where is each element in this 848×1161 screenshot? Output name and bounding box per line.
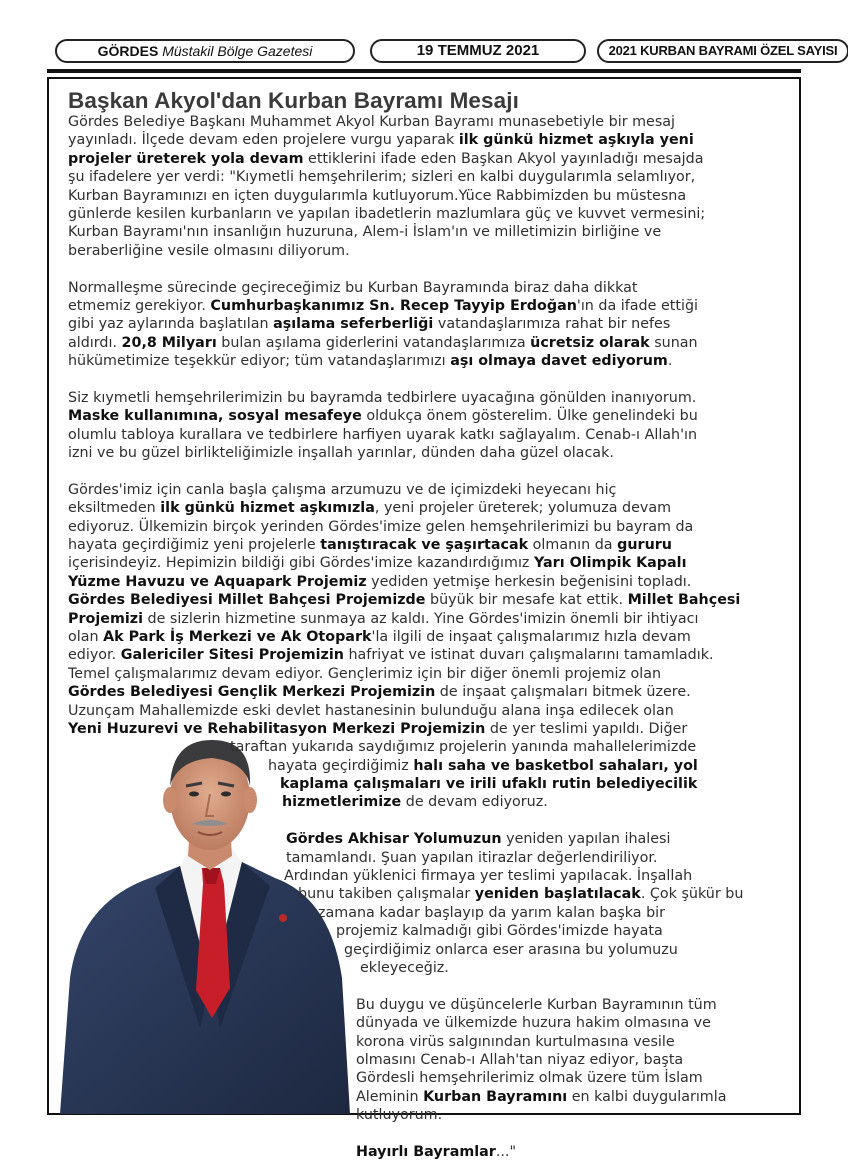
article-line [68,683,788,701]
text-run: ekleyeceğiz. [360,959,449,976]
bold-phrase: Yeni Huzurevi ve Rehabilitasyon Merkezi Projemizin [68,720,486,737]
masthead [47,36,838,72]
article-line [68,830,788,848]
article-line [68,223,788,241]
article-line [68,1088,788,1106]
bold-phrase: Ak Park İş Merkezi ve Ak Otopark [103,628,372,645]
text-run: en kalbi duygularımla [567,1088,727,1105]
article-line [68,628,788,646]
article-line [68,407,788,425]
article-line [68,757,788,775]
text-run: aldırdı. [68,334,122,351]
paragraph-gap [68,977,788,995]
bold-phrase: hizmetlerimize [282,794,402,811]
article-line [68,242,788,260]
article-line [68,426,788,444]
article-line [68,1106,788,1124]
bold-phrase: aşı olmaya davet ediyorum [450,353,668,370]
article-line [68,885,788,903]
article-line [68,1143,788,1161]
text-run: olumlu tabloya kurallara ve tedbirlere harfiyen uyarak katkı sağlayalım. Cenab-ı Allah'ın [68,426,698,443]
text-run: Kurban Bayramı'nın insanlığın huzuruna, Alem-i İslam'ın ve milletimizin birliğine ve [68,224,662,241]
article-line [68,738,788,756]
text-run: izni ve bu güzel birlikteliğimizle inşallah yarınlar, dünden daha güzel olacak. [68,445,614,462]
article-line [68,591,788,609]
article-line [68,536,788,554]
text-run: zamana kadar başlayıp da yarım kalan başka bir [318,904,666,921]
article-line [68,297,788,315]
edition-label: 2021 KURBAN BAYRAMI ÖZEL SAYISI [597,39,848,63]
publication-name-pill [55,39,355,63]
text-run: Bu duygu ve düşüncelerle Kurban Bayramının tüm [356,996,717,1013]
article-line [68,113,788,131]
paragraph-gap [68,1124,788,1142]
text-run: tamamlandı. Şuan yapılan itirazlar değerlendiriliyor. [286,849,658,866]
text-run: Temel çalışmalarımız devam ediyor. Gençlerimiz için bir diğer önemli projemiz olan [68,665,662,682]
article-line [68,1033,788,1051]
article-line [68,481,788,499]
text-run: büyük bir mesafe kat ettik. [425,592,628,609]
text-run: Gördes Belediye Başkanı Muhammet Akyol Kurban Bayramı munasebetiyle bir mesaj [68,114,676,130]
bold-phrase: Maske kullanımına, sosyal mesafeye [68,408,362,425]
article-body [68,113,788,1161]
text-run: Gördes'imiz için canla başla çalışma arzumuzu ve de içimizdeki heyecanı hiç [68,481,617,498]
article-line [68,941,788,959]
issue-date: 19 TEMMUZ 2021 [370,39,586,63]
article-line [68,793,788,811]
text-run: içerisindeyiz. Hepimizin bildiği gibi Gördes'imize kazandırdığımız [68,555,534,572]
text-run: oldukça önem gösterelim. Ülke genelindeki bu [361,408,698,425]
text-run: bulan aşılama giderlerini vatandaşlarımıza [216,334,531,351]
text-run: yayınladı. İlçede devam eden projelere vurgu yaparak [68,132,459,149]
article-line [68,904,788,922]
article-line [68,279,788,297]
text-run: etmemiz gerekiyor. [68,297,211,314]
bold-phrase: ilk günkü hizmet aşkıyla yeni [458,132,694,149]
text-run: gibi yaz aylarında başlatılan [68,316,274,333]
text-run: dünyada ve ülkemizde huzura hakim olmasına ve [356,1015,711,1032]
text-run: olmanın da [528,536,618,553]
article-line [68,922,788,940]
article-line [68,187,788,205]
text-run: geçirdiğimiz onlarca eser arasına bu yolumuzu [344,941,678,958]
article-line [68,1051,788,1069]
bold-phrase: Gördes Belediyesi Millet Bahçesi Projemizde [68,592,426,609]
paragraph-gap [68,260,788,278]
text-run: Ardından yüklenici firmaya yer teslimi yapılacak. İnşallah [284,868,693,885]
text-run: bunu takiben çalışmalar [298,886,475,903]
article-line [68,867,788,885]
article-line [68,573,788,591]
article-line [68,646,788,664]
text-run: sunan [649,334,698,351]
publication-name: GÖRDES [97,43,159,59]
text-run: de sizlerin hizmetine sunmaya az kaldı. Yine Gördes'imizin önemli bir ihtiyacı [142,610,699,627]
text-run: vatandaşlarımıza rahat bir nefes [433,316,671,333]
text-run: . [667,353,673,370]
text-run: Siz kıymetli hemşehrilerimizin bu bayramda tedbirlere uyacağına gönülden inanıyorum. [68,389,697,406]
text-run: de devam ediyoruz. [401,794,548,811]
text-run: beraberliğine vesile olmasını diliyorum. [68,242,350,259]
text-run: Uzunçam Mahallemizde eski devlet hastanesinin bulunduğu alana inşa edilecek olan [68,702,674,719]
article-line [68,150,788,168]
text-run: hayata geçirdiğimiz [268,757,414,774]
bold-phrase: Hayırlı Bayramlar [356,1143,496,1160]
text-run: taraftan yukarıda saydığımız projelerin yanında mahallelerimizde [230,739,697,756]
article-line [68,610,788,628]
bold-phrase: yeniden başlatılacak [474,886,641,903]
publication-tagline: Müstakil Bölge Gazetesi [162,43,313,59]
article-line [68,702,788,720]
text-run: de inşaat çalışmaları bitmek üzere. [435,684,691,701]
text-run: Gördesli hemşehrilerimiz olmak üzere tüm İslam [356,1070,703,1087]
text-run: . Çok şükür bu [640,886,744,903]
text-run: kutluyorum. [356,1107,443,1124]
article-line [68,518,788,536]
bold-phrase: Gördes Belediyesi Gençlik Merkezi Projemizin [68,684,436,701]
text-run: yeniden yapılan ihalesi [501,831,671,848]
text-run: eksiltmeden [68,500,161,517]
article-line [68,554,788,572]
text-run: hayata geçirdiğimiz yeni projelerle [68,536,321,553]
text-run: 'ın da ifade ettiği [576,297,698,314]
text-run: 'la ilgili de inşaat çalışmalarımız hızla devam [371,628,691,645]
article-line [68,315,788,333]
article-line [68,334,788,352]
text-run: Aleminin [356,1088,424,1105]
bold-phrase: ücretsiz olarak [530,334,650,351]
text-run: yediden yetmişe herkesin beğenisini topladı. [366,573,692,590]
bold-phrase: aşılama seferberliği [273,316,434,333]
text-run: günlerde kesilen kurbanların ve yapılan ibadetlerin mazlumlara güç ve kuvvet vermesini; [68,205,706,222]
article-line [68,1069,788,1087]
article-line [68,352,788,370]
article-line [68,389,788,407]
text-run: projemiz kalmadığı gibi Gördes'imizde hayata [336,923,663,940]
text-run: şu ifadelere yer verdi: "Kıymetli hemşehrilerim; sizleri en kalbi duygularımla selamlıyor, [68,169,696,186]
article-line [68,665,788,683]
article-line [68,168,788,186]
masthead-rule [47,69,801,73]
bold-phrase: tanıştıracak ve şaşırtacak [320,536,529,553]
article-line [68,775,788,793]
bold-phrase: Yüzme Havuzu ve Aquapark Projemiz [68,573,367,590]
paragraph-gap [68,462,788,480]
bold-phrase: Galericiler Sitesi Projemizin [120,647,344,664]
bold-phrase: projeler üreterek yola devam [68,150,304,167]
text-run: , yeni projeler üreterek; yolumuza devam [374,500,672,517]
bold-phrase: 20,8 Milyarı [121,334,217,351]
paragraph-gap [68,812,788,830]
bold-phrase: Yarı Olimpik Kapalı [533,555,687,572]
text-run: ettiklerini ifade eden Başkan Akyol yayınladığı mesajda [303,150,704,167]
text-run: hafriyat ve istinat duvarı çalışmalarını tamamladık. [343,647,714,664]
bold-phrase: gururu [617,536,672,553]
text-run: ..." [495,1143,517,1160]
bold-phrase: Cumhurbaşkanımız Sn. Recep Tayyip Erdoğan [210,297,577,314]
article-line [68,996,788,1014]
article-line [68,205,788,223]
text-run: de yer teslimi yapıldı. Diğer [485,720,688,737]
paragraph-gap [68,370,788,388]
text-run: korona virüs salgınından kurtulmasına vesile [356,1033,675,1050]
text-run: olmasını Cenab-ı Allah'tan niyaz ediyor, başta [356,1051,684,1068]
article-line [68,959,788,977]
article-title: Başkan Akyol'dan Kurban Bayramı Mesajı [68,88,519,113]
article-line [68,720,788,738]
text-run: ediyoruz. Ülkemizin birçok yerinden Gördes'imize gelen hemşehrilerimizi bu bayram da [68,518,694,535]
article-line [68,444,788,462]
bold-phrase: halı saha ve basketbol sahaları, yol [413,757,698,774]
text-run: ediyor. [68,647,121,664]
text-run: olan [68,628,104,645]
article-line [68,131,788,149]
text-run: hükümetimize teşekkür ediyor; tüm vatandaşlarımızı [68,353,451,370]
article-line [68,849,788,867]
bold-phrase: kaplama çalışmaları ve irili ufaklı rutin belediyecilik [280,776,698,793]
text-run: Normalleşme sürecinde geçireceğimiz bu Kurban Bayramında biraz daha dikkat [68,279,638,296]
bold-phrase: ilk günkü hizmet aşkımızla [160,500,375,517]
bold-phrase: Kurban Bayramını [423,1088,568,1105]
bold-phrase: Gördes Akhisar Yolumuzun [286,831,502,848]
text-run: Kurban Bayramınızı en içten duygularımla kutluyorum.Yüce Rabbimizden bu müstesna [68,187,687,204]
bold-phrase: Projemizi [68,610,143,627]
bold-phrase: Millet Bahçesi [627,592,741,609]
article-line [68,499,788,517]
article-line [68,1014,788,1032]
